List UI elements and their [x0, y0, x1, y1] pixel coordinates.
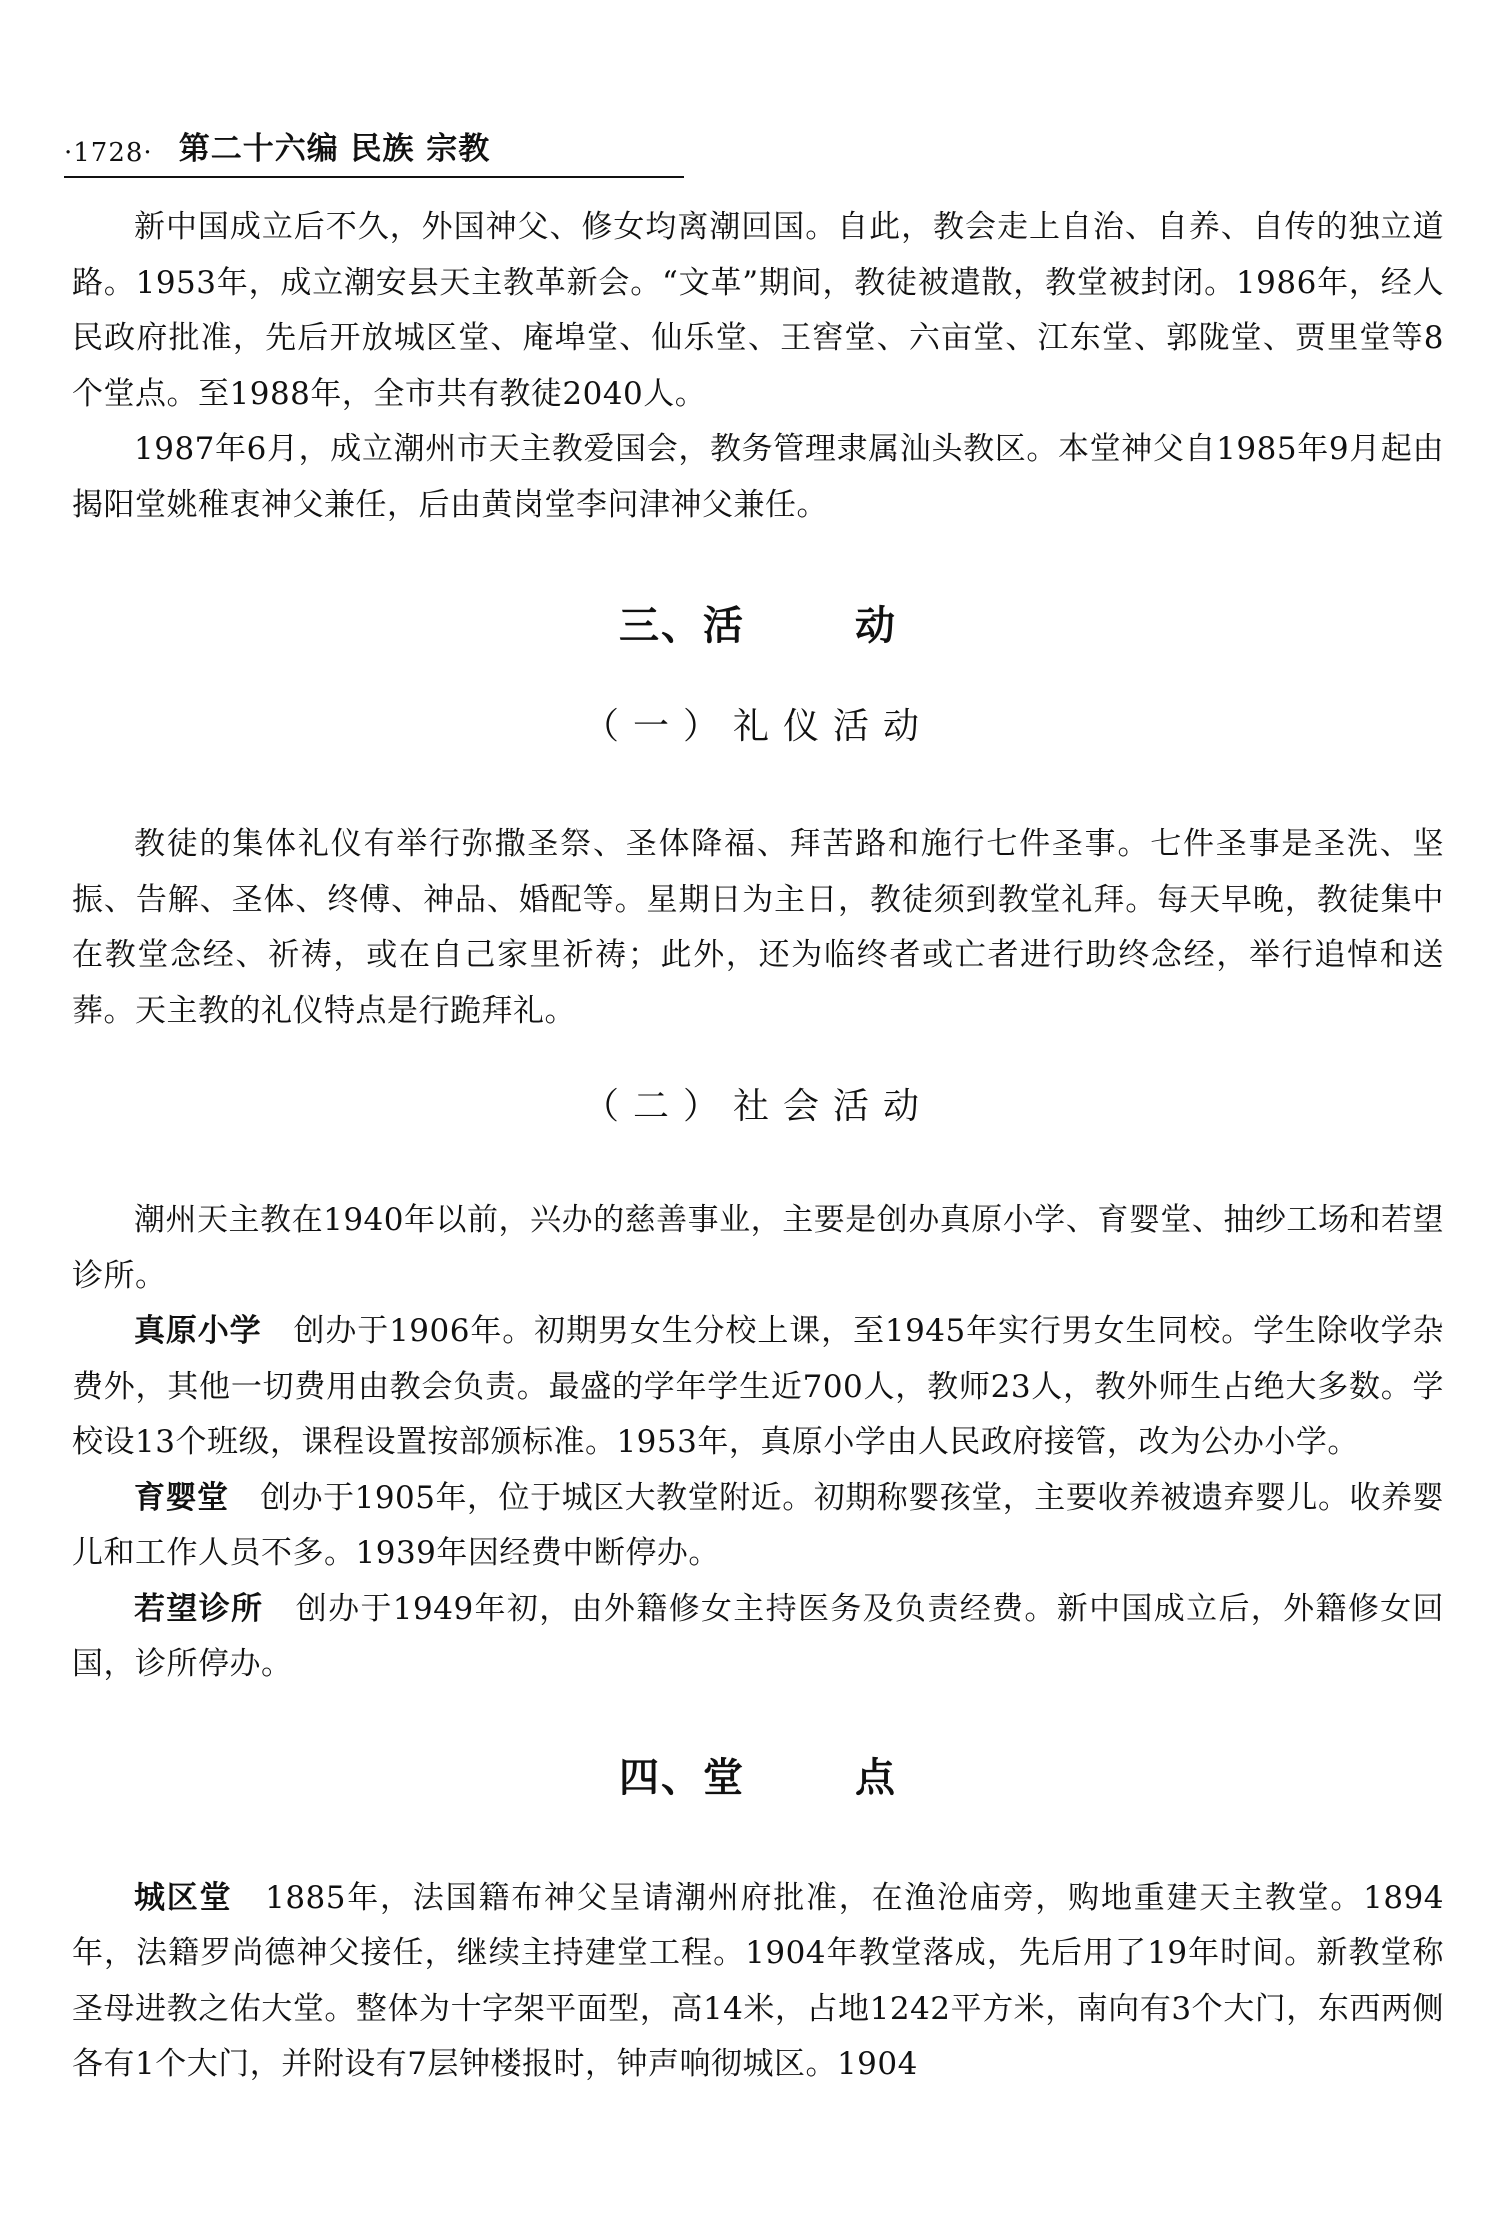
heading-churches — [72, 1743, 1444, 1813]
heading-activities — [72, 591, 1444, 661]
intro-paragraph-2: 1987年6月，成立潮州市天主教爱国会，教务管理隶属汕头教区。本堂神父自1985年9月起由揭阳堂姚稚衷神父兼任，后由黄岗堂李问津神父兼任。 — [72, 431, 1444, 523]
city-church-paragraph — [72, 1871, 1444, 2093]
school-term: 真原小学 — [134, 1313, 262, 1349]
body-text — [72, 200, 1444, 2093]
clinic-paragraph — [72, 1582, 1444, 1693]
heading-churches-part2: 点 — [855, 1754, 897, 1801]
running-header — [64, 122, 684, 178]
city-church-text: 1885年，法国籍布神父呈请潮州府批准，在渔沧庙旁，购地重建天主教堂。1894年，法籍罗尚德神父接任，继续主持建堂工程。1904年教堂落成，先后用了19年时间。新教堂称圣母进教之佑大堂。整体为十字架平面型，高14米，占地1242平方米，南向有3个大门，东西两侧各有1个大门，并附设有7层钟楼报时，钟声响彻城区。1904 — [72, 1879, 1445, 2082]
school-text: 创办于1906年。初期男女生分校上课，至1945年实行男女生同校。学生除收学杂费外，其他一切费用由教会负责。最盛的学年学生近700人，教师23人，教外师生占绝大多数。学校设13个班级，课程设置按部颁标准。1953年，真原小学由人民政府接管，改为公办小学。 — [72, 1313, 1445, 1460]
clinic-text: 创办于1949年初，由外籍修女主持医务及负责经费。新中国成立后，外籍修女回国，诊所停办。 — [72, 1590, 1445, 1682]
heading-ritual-activities: （一）礼仪活动 — [582, 706, 933, 747]
heading-activities-part2: 动 — [855, 603, 897, 649]
heading-activities-part1: 三、活 — [619, 603, 745, 649]
clinic-term: 若望诊所 — [134, 1590, 264, 1627]
school-paragraph — [72, 1304, 1444, 1471]
ritual-paragraph: 教徒的集体礼仪有举行弥撒圣祭、圣体降福、拜苦路和施行七件圣事。七件圣事是圣洗、坚振、告解、圣体、终傅、神品、婚配等。星期日为主日，教徒须到教堂礼拜。每天早晚，教徒集中在教堂念经、祈祷，或在自己家里祈祷；此外，还为临终者或亡者进行助终念经，举行追悼和送葬。天主教的礼仪特点是行跪拜礼。 — [72, 826, 1444, 1029]
orphanage-paragraph — [72, 1471, 1444, 1582]
city-church-term: 城区堂 — [134, 1879, 233, 1916]
heading-social-activities: （二）社会活动 — [582, 1086, 933, 1127]
intro-paragraph-1: 新中国成立后不久，外国神父、修女均离潮回国。自此，教会走上自治、自养、自传的独立道路。1953年，成立潮安县天主教革新会。“文革”期间，教徒被遣散，教堂被封闭。1986年，经人民政府批准，先后开放城区堂、庵埠堂、仙乐堂、王窖堂、六亩堂、江东堂、郭陇堂、贾里堂等8个堂点。至1988年，全市共有教徒2040人。 — [72, 209, 1444, 412]
orphanage-text: 创办于1905年，位于城区大教堂附近。初期称婴孩堂，主要收养被遗弃婴儿。收养婴儿和工作人员不多。1939年因经费中断停办。 — [72, 1479, 1444, 1571]
heading-churches-part1: 四、堂 — [619, 1754, 745, 1801]
page-number: ·1728· — [64, 138, 153, 168]
orphanage-term: 育婴堂 — [134, 1479, 229, 1516]
section-title: 第二十六编 民族 宗教 — [178, 131, 491, 167]
social-intro-paragraph: 潮州天主教在1940年以前，兴办的慈善事业，主要是创办真原小学、育婴堂、抽纱工场和若望诊所。 — [72, 1202, 1444, 1294]
